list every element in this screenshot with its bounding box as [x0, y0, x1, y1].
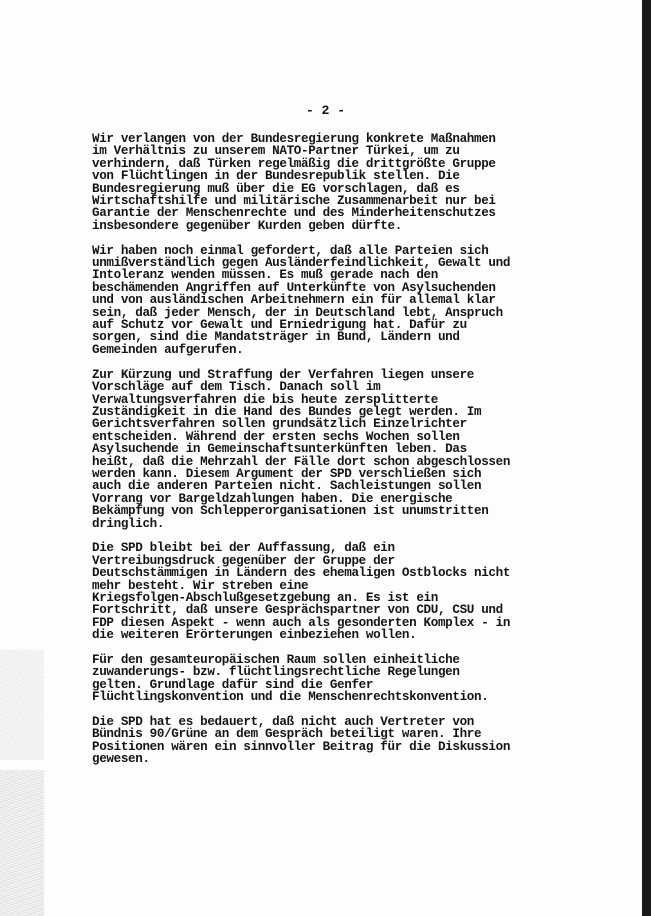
scan-noise-upper	[0, 650, 44, 760]
text-line: mehr besteht. Wir streben eine	[92, 578, 309, 593]
text-line: von Flüchtlingen in der Bundesrepublik stellen. Die	[92, 169, 460, 184]
text-line: werden kann. Diesem Argument der SPD verschließen sich	[92, 466, 482, 481]
text-line: FDP diesen Aspekt - wenn auch als gesonderten Komplex - in	[92, 615, 511, 630]
text-line: Flüchtlingskonvention und die Menschenrechtskonvention.	[92, 690, 489, 705]
document-body	[92, 133, 522, 778]
text-line: beschämenden Angriffen auf Unterkünfte von Asylsuchenden	[92, 280, 496, 295]
paragraph-expellees	[92, 542, 522, 641]
text-line: sorgen, sind die Mandatsträger in Bund, Ländern und	[92, 330, 460, 345]
text-line: Bekämpfung von Schlepperorganisationen ist unumstritten	[92, 504, 489, 519]
scan-noise-lower	[0, 770, 44, 916]
text-line: auf Schutz vor Gewalt und Erniedrigung hat. Dafür zu	[92, 318, 467, 333]
paragraph-turkey	[92, 133, 522, 232]
text-line: Wir verlangen von der Bundesregierung konkrete Maßnahmen	[92, 132, 496, 146]
text-line: Vorschläge auf dem Tisch. Danach soll im	[92, 380, 381, 395]
text-line: Die SPD bleibt bei der Auffassung, daß ein	[92, 541, 395, 556]
text-line: die weiteren Erörterungen einbeziehen wollen.	[92, 628, 417, 643]
text-line: Asylsuchende in Gemeinschaftsunterkünften leben. Das	[92, 442, 467, 457]
text-line: Wirtschaftshilfe und militärische Zusammenarbeit nur bei	[92, 194, 496, 209]
text-line: Verwaltungsverfahren die bis heute zersplitterte	[92, 392, 438, 407]
text-line: im Verhältnis zu unserem NATO-Partner Türkei, um zu	[92, 144, 460, 159]
text-line: dringlich.	[92, 516, 165, 531]
text-line: Vorrang vor Bargeldzahlungen haben. Die energische	[92, 491, 453, 506]
text-line: und von ausländischen Arbeitnehmern ein für allemal klar	[92, 293, 496, 308]
text-line: Fortschritt, daß unsere Gesprächspartner von CDU, CSU und	[92, 603, 503, 618]
text-line: entscheiden. Während der ersten sechs Wochen sollen	[92, 429, 460, 444]
text-line: gelten. Grundlage dafür sind die Genfer	[92, 677, 374, 692]
page-number: - 2 -	[305, 103, 345, 118]
text-line: heißt, daß die Mehrzahl der Fälle dort schon abgeschlossen	[92, 454, 511, 469]
text-line: Gerichtsverfahren sollen grundsätzlich Einzelrichter	[92, 417, 467, 432]
text-line: insbesondere gegenüber Kurden geben dürfte.	[92, 218, 402, 233]
paragraph-procedures	[92, 369, 522, 530]
text-line: zuwanderungs- bzw. flüchtlingsrechtliche Regelungen	[92, 665, 460, 680]
text-line: verhindern, daß Türken regelmäßig die drittgrößte Gruppe	[92, 156, 496, 171]
text-line: unmißverständlich gegen Ausländerfeindlichkeit, Gewalt und	[92, 256, 511, 271]
text-line: Bundesregierung muß über die EG vorschlagen, daß es	[92, 181, 460, 196]
text-line: Zuständigkeit in die Hand des Bundes gelegt werden. Im	[92, 404, 482, 419]
paragraph-xenophobia	[92, 245, 522, 357]
text-line: Gemeinden aufgerufen.	[92, 342, 244, 357]
text-line: auch die anderen Parteien nicht. Sachleistungen sollen	[92, 479, 482, 494]
text-line: Deutschstämmigen in Ländern des ehemaligen Ostblocks nicht	[92, 566, 511, 581]
text-line: Wir haben noch einmal gefordert, daß alle Parteien sich	[92, 243, 489, 258]
text-line: Positionen wären ein sinnvoller Beitrag für die Diskussion	[92, 739, 511, 754]
text-line: Vertreibungsdruck gegenüber der Gruppe der	[92, 553, 395, 568]
text-line: Für den gesamteuropäischen Raum sollen einheitliche	[92, 653, 460, 667]
text-line: Kriegsfolgen-Abschlußgesetzgebung an. Es ist ein	[92, 590, 438, 605]
text-line: Bündnis 90/Grüne an dem Gespräch beteiligt waren. Ihre	[92, 727, 482, 742]
paragraph-european-rules	[92, 654, 522, 704]
text-line: gewesen.	[92, 752, 150, 767]
paragraph-greens	[92, 716, 522, 766]
text-line: Garantie der Menschenrechte und des Minderheitenschutzes	[92, 206, 496, 221]
text-line: sein, daß jeder Mensch, der in Deutschland lebt, Anspruch	[92, 305, 503, 320]
text-line: Intoleranz wenden müssen. Es muß gerade nach den	[92, 268, 438, 283]
text-line: Die SPD hat es bedauert, daß nicht auch Vertreter von	[92, 715, 474, 730]
text-line: Zur Kürzung und Straffung der Verfahren liegen unsere	[92, 367, 474, 382]
scan-edge-shadow	[642, 0, 651, 916]
